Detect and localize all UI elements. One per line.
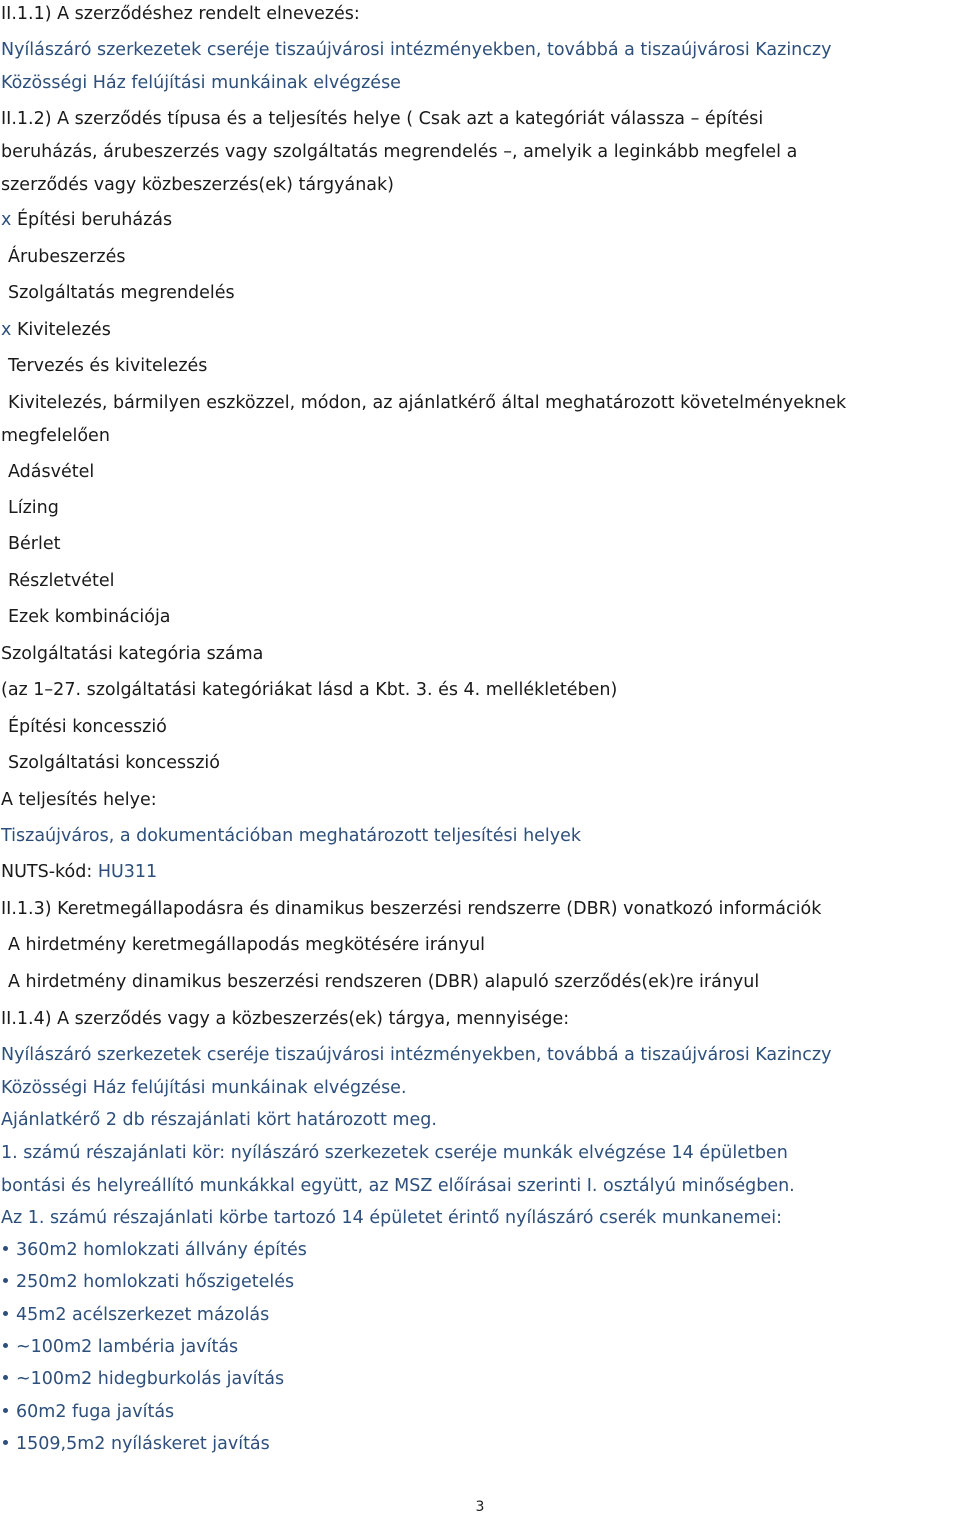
bullet-icon	[3, 1343, 8, 1348]
bullet-item	[1, 1336, 238, 1358]
option-szolgaltatasi-koncesszio: Szolgáltatási koncesszió	[8, 753, 220, 773]
teljesites-helye-value: Tiszaújváros, a dokumentációban meghatározott teljesítési helyek	[1, 826, 582, 846]
bullet-text: 60m2 fuga javítás	[16, 1402, 175, 1422]
section-1-3-heading: II.1.3) Keretmegállapodásra és dinamikus beszerzési rendszerre (DBR) vonatkozó információk	[1, 899, 822, 919]
option-reszletvetel: Részletvétel	[8, 571, 115, 591]
section-1-2-heading-line-2: beruházás, árubeszerzés vagy szolgáltatás megrendelés –, amelyik a leginkább megfelel a	[1, 142, 798, 162]
lot-1-description-line-1: 1. számú részajánlati kör: nyílászáró szerkezetek cseréje munkák elvégzése 14 épületben	[1, 1143, 788, 1163]
section-1-2-heading-line-1: II.1.2) A szerződés típusa és a teljesítés helye ( Csak azt a kategóriát válassza – építési	[1, 109, 764, 129]
option-kivitelezes	[1, 319, 111, 341]
bullet-item	[1, 1368, 284, 1390]
section-1-1-heading: II.1.1) A szerződéshez rendelt elnevezés:	[1, 4, 360, 24]
bullet-icon	[3, 1278, 8, 1283]
bullet-item	[1, 1271, 294, 1293]
teljesites-helye-label: A teljesítés helye:	[1, 790, 157, 810]
bullet-icon	[3, 1375, 8, 1380]
option-kivitelezes-barmilyen-line-2: megfelelően	[1, 426, 110, 446]
section-1-2-heading-line-3: szerződés vagy közbeszerzés(ek) tárgyának)	[1, 175, 394, 195]
section-1-4-heading: II.1.4) A szerződés vagy a közbeszerzés(ek) tárgya, mennyisége:	[1, 1009, 570, 1029]
check-mark: x	[1, 320, 12, 340]
nuts-label: NUTS-kód:	[1, 862, 93, 882]
check-mark: x	[1, 210, 12, 230]
option-dbr: A hirdetmény dinamikus beszerzési rendszeren (DBR) alapuló szerződés(ek)re irányul	[8, 972, 760, 992]
option-epitesi-beruhazas	[1, 209, 172, 231]
option-ezek-kombinacioja: Ezek kombinációja	[8, 607, 171, 627]
option-epitesi-koncesszio: Építési koncesszió	[8, 717, 167, 737]
bullet-icon	[3, 1440, 8, 1445]
subject-paragraph-line-2: Közösségi Ház felújítási munkáinak elvégzése.	[1, 1078, 407, 1098]
bullet-text: ~100m2 hidegburkolás javítás	[16, 1369, 285, 1389]
option-keretmegallapodas: A hirdetmény keretmegállapodás megkötésére irányul	[8, 935, 486, 955]
szolgaltatasi-kategoria-label: Szolgáltatási kategória száma	[1, 644, 264, 664]
option-berlet: Bérlet	[8, 534, 61, 554]
option-kivitelezes-barmilyen-line-1: Kivitelezés, bármilyen eszközzel, módon, az ajánlatkérő által meghatározott követelményeknek	[8, 393, 847, 413]
bullet-item	[1, 1401, 174, 1423]
szolgaltatasi-kategoria-note: (az 1–27. szolgáltatási kategóriákat lásd a Kbt. 3. és 4. mellékletében)	[1, 680, 618, 700]
bullet-item	[1, 1304, 269, 1326]
option-lizing: Lízing	[8, 498, 59, 518]
bullet-item	[1, 1433, 270, 1455]
bullet-text: 45m2 acélszerkezet mázolás	[16, 1305, 270, 1325]
bullet-icon	[3, 1246, 8, 1251]
bullet-text: 360m2 homlokzati állvány építés	[16, 1240, 307, 1260]
option-szolgaltatas-megrendeles: Szolgáltatás megrendelés	[8, 283, 235, 303]
subject-paragraph-line-1: Nyílászáró szerkezetek cseréje tiszaújvárosi intézményekben, továbbá a tiszaújvárosi Kazinczy	[1, 1045, 832, 1065]
lot-1-worktypes-intro: Az 1. számú részajánlati körbe tartozó 14 épületet érintő nyílászáró cserék munkanemei:	[1, 1208, 783, 1228]
bullet-text: 250m2 homlokzati hőszigetelés	[16, 1272, 295, 1292]
bullet-text: 1509,5m2 nyíláskeret javítás	[16, 1434, 270, 1454]
nuts-kod	[1, 861, 157, 883]
contract-title-line-1: Nyílászáró szerkezetek cseréje tiszaújvárosi intézményekben, továbbá a tiszaújvárosi Kazinczy	[1, 40, 832, 60]
lots-count-text: Ajánlatkérő 2 db részajánlati kört határozott meg.	[1, 1110, 437, 1130]
bullet-icon	[3, 1408, 8, 1413]
contract-title-line-2: Közösségi Ház felújítási munkáinak elvégzése	[1, 73, 401, 93]
bullet-text: ~100m2 lambéria javítás	[16, 1337, 239, 1357]
option-tervezes-es-kivitelezes: Tervezés és kivitelezés	[8, 356, 208, 376]
bullet-item	[1, 1239, 307, 1261]
option-adasvetel: Adásvétel	[8, 462, 95, 482]
option-label: Kivitelezés	[16, 320, 111, 340]
bullet-icon	[3, 1311, 8, 1316]
nuts-value: HU311	[97, 862, 158, 882]
page-number: 3	[475, 1499, 485, 1515]
option-arubeszerzes: Árubeszerzés	[8, 247, 126, 267]
option-label: Építési beruházás	[16, 210, 173, 230]
lot-1-description-line-2: bontási és helyreállító munkákkal együtt, az MSZ előírásai szerinti I. osztályú minőségben.	[1, 1176, 795, 1196]
